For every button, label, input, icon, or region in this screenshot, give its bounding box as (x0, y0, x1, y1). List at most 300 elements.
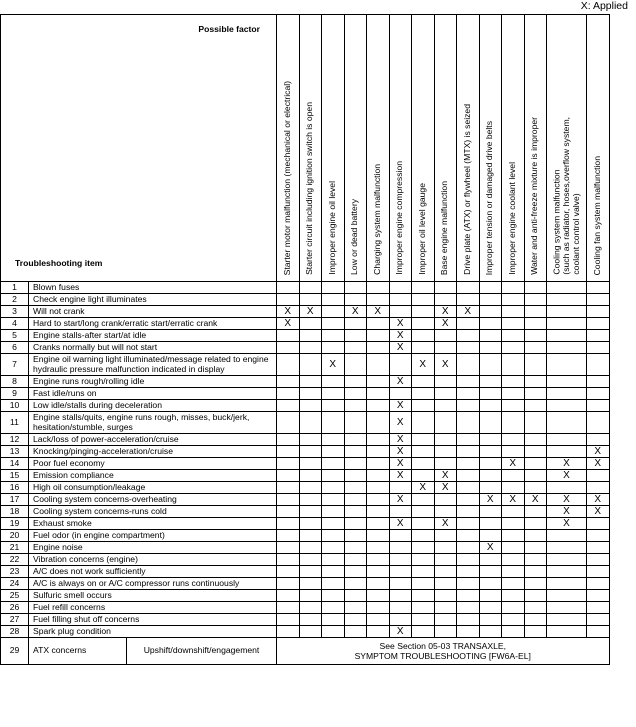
factor-cell (524, 614, 547, 626)
factor-cell (502, 554, 525, 566)
applied-mark: X (389, 446, 412, 458)
factor-cell (479, 446, 502, 458)
factor-label: Starter circuit including ignition switch is open (304, 102, 315, 275)
factor-cell (322, 330, 345, 342)
factor-cell (299, 376, 322, 388)
applied-mark: X (412, 354, 435, 376)
factor-cell (434, 330, 457, 342)
troubleshooting-item: Exhaust smoke (29, 518, 277, 530)
factor-cell (547, 412, 587, 434)
applied-mark: X (412, 482, 435, 494)
factor-cell (277, 566, 300, 578)
factor-cell (547, 614, 587, 626)
table-row (1, 306, 610, 318)
factor-cell (277, 542, 300, 554)
factor-cell (412, 554, 435, 566)
row-number: 3 (1, 306, 29, 318)
factor-cell (479, 530, 502, 542)
factor-cell (479, 614, 502, 626)
factor-cell (389, 482, 412, 494)
factor-cell (524, 566, 547, 578)
factor-cell (434, 578, 457, 590)
factor-cell (457, 518, 480, 530)
factor-cell (299, 578, 322, 590)
factor-cell (547, 542, 587, 554)
table-row (1, 470, 610, 482)
applied-mark: X (434, 354, 457, 376)
factor-cell (412, 306, 435, 318)
factor-cell (322, 400, 345, 412)
troubleshooting-item: A/C is always on or A/C compressor runs continuously (29, 578, 277, 590)
troubleshooting-item: Spark plug condition (29, 626, 277, 638)
factor-cell (434, 434, 457, 446)
troubleshooting-item: Emission compliance (29, 470, 277, 482)
table-row (1, 458, 610, 470)
applied-mark: X (389, 376, 412, 388)
factor-cell (299, 318, 322, 330)
factor-cell (457, 342, 480, 354)
factor-cell (367, 434, 390, 446)
factor-cell (524, 342, 547, 354)
factor-cell (322, 590, 345, 602)
factor-cell (277, 590, 300, 602)
applied-mark: X (389, 494, 412, 506)
factor-cell (367, 446, 390, 458)
applied-mark: X (502, 494, 525, 506)
factor-cell (412, 470, 435, 482)
factor-cell (322, 306, 345, 318)
factor-label: Drive plate (ATX) or flywheel (MTX) is seized (461, 104, 472, 275)
applied-mark: X (434, 318, 457, 330)
factor-cell (457, 446, 480, 458)
factor-cell (322, 518, 345, 530)
row-number: 26 (1, 602, 29, 614)
factor-cell (344, 354, 367, 376)
factor-cell (412, 294, 435, 306)
factor-cell (524, 590, 547, 602)
row-number: 19 (1, 518, 29, 530)
factor-cell (479, 566, 502, 578)
factor-cell (367, 578, 390, 590)
table-row (1, 330, 610, 342)
factor-cell (277, 482, 300, 494)
factor-cell (457, 578, 480, 590)
factor-cell (299, 458, 322, 470)
factor-cell (344, 578, 367, 590)
factor-cell (457, 530, 480, 542)
factor-cell (277, 602, 300, 614)
factor-cell (434, 446, 457, 458)
factor-cell (547, 626, 587, 638)
factor-cell (412, 566, 435, 578)
row-number: 24 (1, 578, 29, 590)
troubleshooting-item: High oil consumption/leakage (29, 482, 277, 494)
factor-cell (479, 330, 502, 342)
factor-cell (322, 602, 345, 614)
factor-cell (367, 400, 390, 412)
troubleshooting-item: Knocking/pinging-acceleration/cruise (29, 446, 277, 458)
applied-mark: X (344, 306, 367, 318)
factor-cell (479, 578, 502, 590)
factor-cell (457, 458, 480, 470)
factor-cell (389, 578, 412, 590)
possible-factor-label: Possible factor (198, 24, 260, 34)
factor-cell (344, 506, 367, 518)
factor-cell (344, 530, 367, 542)
table-row-atx (1, 638, 610, 665)
applied-mark: X (434, 482, 457, 494)
factor-header-3 (322, 15, 345, 282)
factor-cell (367, 542, 390, 554)
factor-cell (502, 434, 525, 446)
troubleshooting-item: Lack/loss of power-acceleration/cruise (29, 434, 277, 446)
factor-cell (524, 376, 547, 388)
applied-mark: X (479, 494, 502, 506)
factor-cell (344, 412, 367, 434)
factor-cell (299, 566, 322, 578)
factor-cell (367, 482, 390, 494)
factor-cell (524, 602, 547, 614)
table-row (1, 412, 610, 434)
factor-cell (502, 470, 525, 482)
factor-cell (434, 554, 457, 566)
header-row (1, 15, 610, 282)
factor-cell (587, 590, 610, 602)
row-number: 12 (1, 434, 29, 446)
row-number: 13 (1, 446, 29, 458)
factor-cell (322, 578, 345, 590)
factor-cell (502, 376, 525, 388)
troubleshooting-item: Sulfuric smell occurs (29, 590, 277, 602)
table-row (1, 626, 610, 638)
factor-cell (587, 354, 610, 376)
factor-cell (434, 282, 457, 294)
factor-header-1 (277, 15, 300, 282)
factor-cell (524, 306, 547, 318)
factor-cell (344, 602, 367, 614)
factor-cell (457, 354, 480, 376)
row-number: 6 (1, 342, 29, 354)
factor-header-9 (457, 15, 480, 282)
factor-cell (389, 282, 412, 294)
factor-cell (277, 470, 300, 482)
factor-cell (434, 590, 457, 602)
factor-cell (479, 458, 502, 470)
factor-cell (524, 518, 547, 530)
factor-cell (587, 434, 610, 446)
factor-cell (479, 282, 502, 294)
factor-cell (299, 530, 322, 542)
factor-cell (389, 354, 412, 376)
factor-cell (434, 412, 457, 434)
factor-cell (344, 554, 367, 566)
applied-mark: X (322, 354, 345, 376)
factor-cell (502, 578, 525, 590)
factor-cell (412, 506, 435, 518)
factor-cell (587, 614, 610, 626)
factor-cell (367, 330, 390, 342)
factor-cell (547, 554, 587, 566)
troubleshooting-item: Cranks normally but will not start (29, 342, 277, 354)
factor-cell (367, 388, 390, 400)
factor-cell (547, 578, 587, 590)
applied-mark: X (389, 342, 412, 354)
factor-header-13 (547, 15, 587, 282)
factor-cell (457, 494, 480, 506)
factor-cell (587, 318, 610, 330)
factor-cell (322, 506, 345, 518)
factor-cell (322, 494, 345, 506)
factor-cell (479, 294, 502, 306)
factor-label: Starter motor malfunction (mechanical or electrical) (281, 80, 292, 275)
factor-cell (587, 518, 610, 530)
factor-cell (524, 542, 547, 554)
troubleshooting-item: Fuel filling shut off concerns (29, 614, 277, 626)
factor-cell (299, 614, 322, 626)
factor-cell (299, 388, 322, 400)
factor-label: Low or dead battery (349, 199, 360, 275)
table-row (1, 342, 610, 354)
factor-cell (389, 614, 412, 626)
table-row (1, 354, 610, 376)
factor-cell (434, 388, 457, 400)
factor-cell (389, 294, 412, 306)
table-row (1, 282, 610, 294)
factor-cell (412, 282, 435, 294)
factor-cell (479, 482, 502, 494)
factor-header-6 (389, 15, 412, 282)
factor-label: Cooling fan system malfunction (591, 155, 602, 275)
factor-cell (299, 412, 322, 434)
applied-mark: X (524, 494, 547, 506)
factor-cell (457, 602, 480, 614)
factor-cell (502, 590, 525, 602)
factor-cell (277, 530, 300, 542)
see-section-note: See Section 05-03 TRANSAXLE, SYMPTOM TROUBLESHOOTING [FW6A-EL] (277, 638, 610, 665)
factor-cell (434, 494, 457, 506)
factor-label: Cooling system malfunction (such as radiator, hoses,overflow system, coolant control valve) (551, 117, 581, 275)
troubleshooting-item: Poor fuel economy (29, 458, 277, 470)
factor-cell (412, 330, 435, 342)
factor-cell (524, 482, 547, 494)
factor-cell (412, 518, 435, 530)
factor-cell (457, 590, 480, 602)
factor-cell (412, 530, 435, 542)
factor-cell (299, 294, 322, 306)
factor-cell (277, 342, 300, 354)
factor-cell (367, 566, 390, 578)
applied-mark: X (547, 458, 587, 470)
factor-cell (524, 282, 547, 294)
factor-label: Improper oil level gauge (416, 183, 427, 275)
factor-cell (412, 542, 435, 554)
row-number: 28 (1, 626, 29, 638)
table-row (1, 554, 610, 566)
factor-cell (434, 376, 457, 388)
applied-mark: X (389, 470, 412, 482)
factor-cell (457, 330, 480, 342)
factor-cell (547, 388, 587, 400)
factor-cell (322, 566, 345, 578)
applied-mark: X (277, 306, 300, 318)
factor-cell (457, 614, 480, 626)
factor-cell (367, 614, 390, 626)
row-number: 22 (1, 554, 29, 566)
factor-cell (434, 294, 457, 306)
factor-label: Improper tension or damaged drive belts (484, 120, 495, 275)
factor-cell (547, 400, 587, 412)
factor-cell (479, 354, 502, 376)
factor-cell (367, 282, 390, 294)
row-number: 8 (1, 376, 29, 388)
troubleshooting-sub-item: Upshift/downshift/engagement (127, 638, 277, 665)
factor-cell (412, 376, 435, 388)
factor-cell (322, 412, 345, 434)
factor-cell (587, 530, 610, 542)
factor-cell (457, 294, 480, 306)
troubleshooting-item: Check engine light illuminates (29, 294, 277, 306)
factor-cell (389, 566, 412, 578)
factor-cell (457, 482, 480, 494)
factor-cell (299, 626, 322, 638)
troubleshooting-item: Engine runs rough/rolling idle (29, 376, 277, 388)
factor-cell (367, 590, 390, 602)
row-number: 23 (1, 566, 29, 578)
table-row (1, 446, 610, 458)
factor-cell (434, 602, 457, 614)
factor-cell (412, 578, 435, 590)
row-number: 20 (1, 530, 29, 542)
applied-mark: X (389, 330, 412, 342)
applied-mark: X (389, 318, 412, 330)
factor-cell (412, 614, 435, 626)
troubleshooting-item: Engine oil warning light illuminated/message related to engine hydraulic pressure malfunction indicated in display (29, 354, 277, 376)
factor-cell (547, 590, 587, 602)
factor-cell (524, 530, 547, 542)
factor-cell (367, 354, 390, 376)
factor-cell (457, 376, 480, 388)
factor-cell (299, 446, 322, 458)
factor-cell (524, 578, 547, 590)
factor-cell (457, 282, 480, 294)
troubleshooting-item: Cooling system concerns-overheating (29, 494, 277, 506)
factor-cell (344, 388, 367, 400)
troubleshooting-item: Blown fuses (29, 282, 277, 294)
factor-header-12 (524, 15, 547, 282)
factor-cell (547, 446, 587, 458)
factor-header-5 (367, 15, 390, 282)
factor-cell (547, 306, 587, 318)
factor-cell (479, 412, 502, 434)
factor-cell (344, 342, 367, 354)
factor-cell (322, 458, 345, 470)
factor-cell (344, 614, 367, 626)
factor-label: Improper engine compression (394, 161, 405, 275)
factor-cell (412, 602, 435, 614)
factor-cell (502, 412, 525, 434)
factor-cell (434, 542, 457, 554)
factor-cell (524, 412, 547, 434)
factor-cell (479, 306, 502, 318)
factor-cell (299, 434, 322, 446)
factor-cell (587, 412, 610, 434)
factor-cell (389, 530, 412, 542)
factor-cell (587, 602, 610, 614)
table-row (1, 376, 610, 388)
row-number: 17 (1, 494, 29, 506)
factor-label: Base engine malfunction (439, 180, 450, 275)
factor-cell (524, 434, 547, 446)
factor-cell (389, 554, 412, 566)
factor-cell (344, 458, 367, 470)
factor-cell (412, 412, 435, 434)
table-row (1, 434, 610, 446)
factor-cell (322, 446, 345, 458)
factor-cell (587, 542, 610, 554)
factor-label: Improper engine coolant level (506, 162, 517, 275)
factor-cell (502, 446, 525, 458)
factor-cell (587, 578, 610, 590)
factor-cell (277, 294, 300, 306)
factor-cell (547, 294, 587, 306)
applied-mark: X (479, 542, 502, 554)
factor-cell (344, 318, 367, 330)
table-row (1, 530, 610, 542)
factor-cell (502, 626, 525, 638)
factor-cell (587, 626, 610, 638)
applied-mark: X (299, 306, 322, 318)
table-row (1, 400, 610, 412)
applied-mark: X (587, 458, 610, 470)
factor-cell (587, 470, 610, 482)
factor-cell (479, 388, 502, 400)
factor-cell (479, 554, 502, 566)
factor-cell (587, 330, 610, 342)
factor-cell (434, 566, 457, 578)
factor-cell (502, 282, 525, 294)
factor-header-14 (587, 15, 610, 282)
factor-cell (587, 294, 610, 306)
applied-mark: X (587, 506, 610, 518)
factor-cell (322, 482, 345, 494)
factor-cell (479, 400, 502, 412)
applied-mark: X (389, 518, 412, 530)
factor-cell (502, 318, 525, 330)
factor-cell (502, 602, 525, 614)
factor-cell (367, 554, 390, 566)
factor-cell (389, 542, 412, 554)
factor-cell (367, 412, 390, 434)
factor-cell (389, 590, 412, 602)
factor-cell (547, 342, 587, 354)
factor-cell (457, 400, 480, 412)
factor-cell (502, 614, 525, 626)
factor-cell (412, 342, 435, 354)
factor-cell (299, 518, 322, 530)
factor-cell (524, 446, 547, 458)
row-number: 1 (1, 282, 29, 294)
factor-cell (587, 342, 610, 354)
factor-cell (322, 342, 345, 354)
factor-cell (457, 506, 480, 518)
table-row (1, 578, 610, 590)
factor-cell (367, 494, 390, 506)
factor-cell (457, 554, 480, 566)
factor-cell (457, 318, 480, 330)
factor-cell (322, 470, 345, 482)
applied-mark: X (389, 434, 412, 446)
factor-cell (524, 354, 547, 376)
